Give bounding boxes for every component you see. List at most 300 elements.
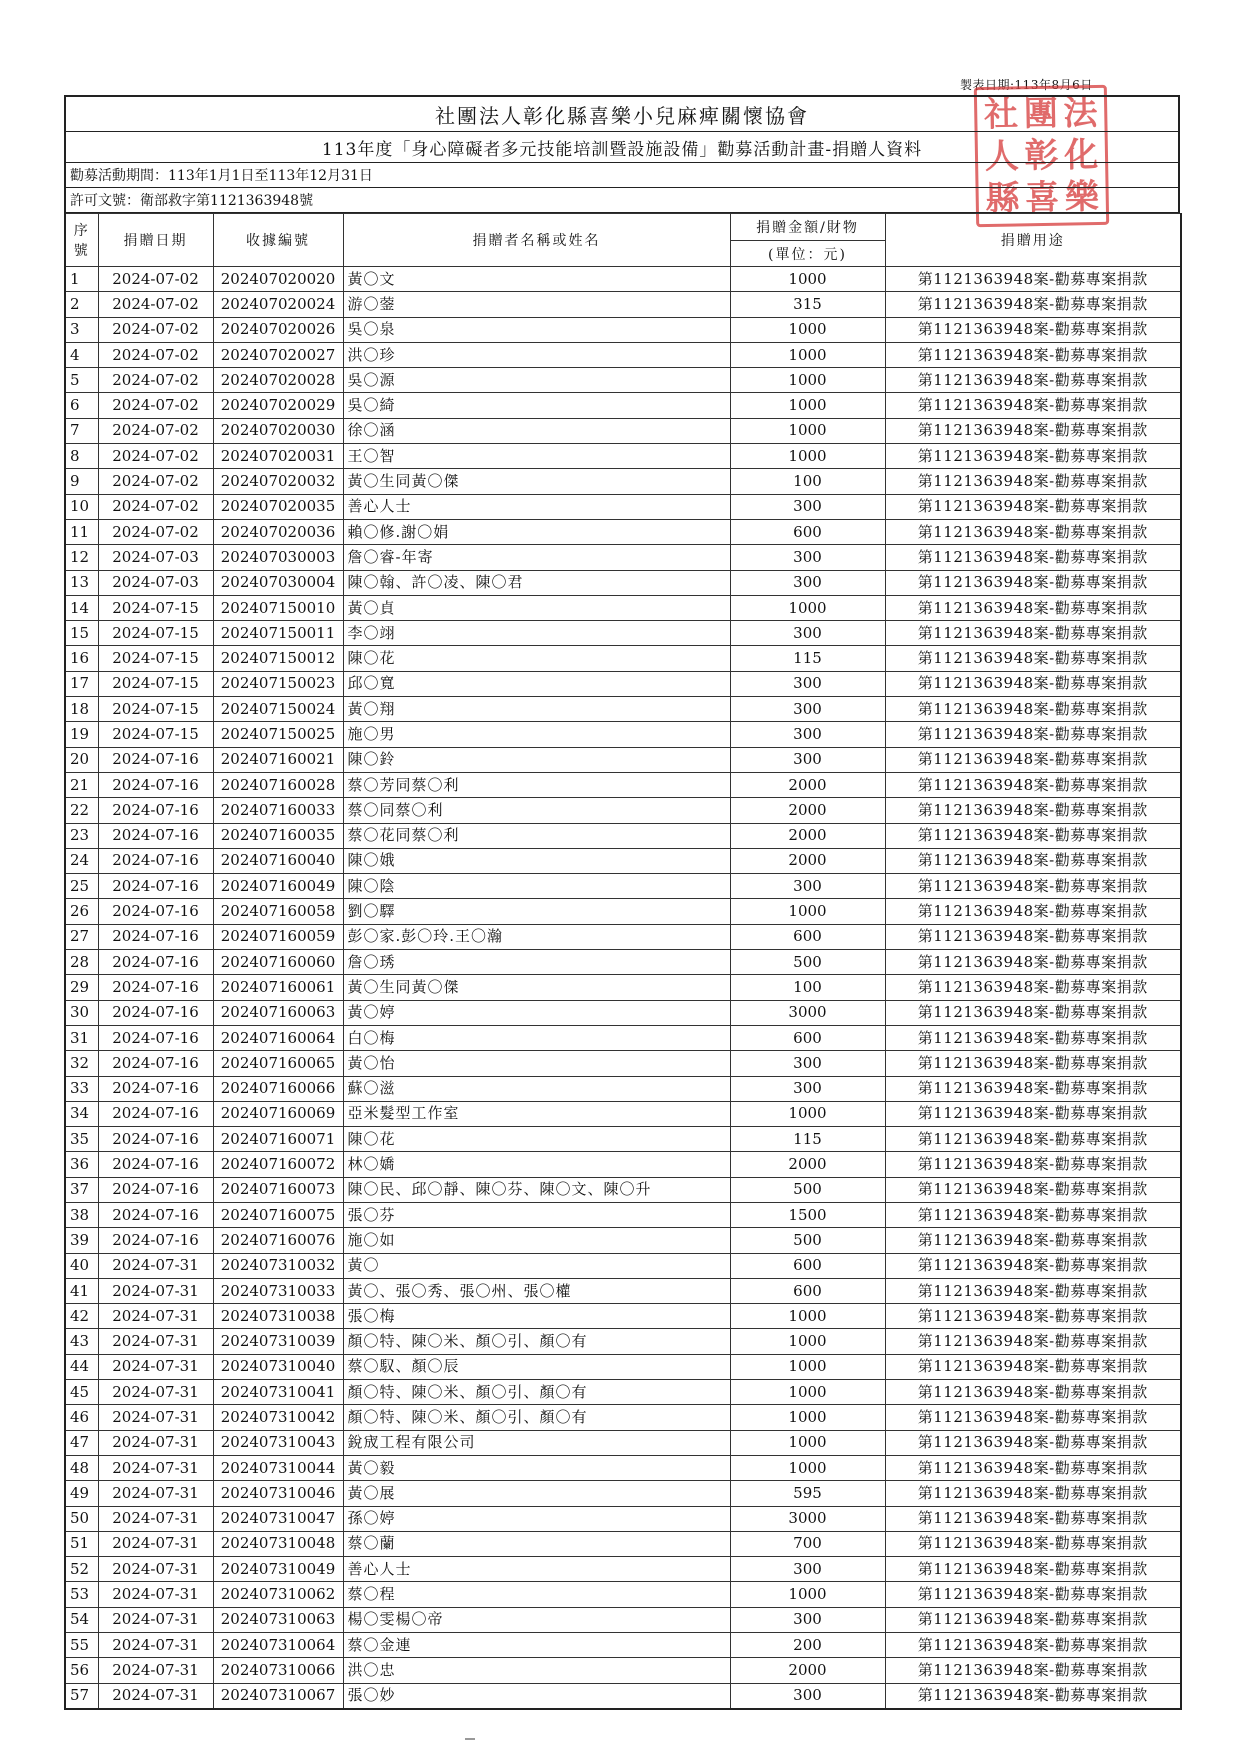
row-receipt: 202407160075	[213, 1202, 343, 1227]
row-date: 2024-07-16	[98, 1202, 213, 1227]
header-amount-label: 捐贈金額/財物	[756, 219, 859, 236]
row-no: 25	[65, 874, 98, 899]
table-row	[65, 621, 1181, 646]
row-donor-name: 張〇梅	[343, 1304, 730, 1329]
row-receipt: 202407020035	[213, 494, 343, 519]
row-receipt: 202407160072	[213, 1152, 343, 1177]
row-donor-name: 黃〇展	[343, 1481, 730, 1506]
row-no: 51	[65, 1531, 98, 1556]
row-donor-name: 善心人士	[343, 494, 730, 519]
row-receipt: 202407310041	[213, 1380, 343, 1405]
row-date: 2024-07-16	[98, 798, 213, 823]
row-receipt: 202407160071	[213, 1127, 343, 1152]
row-amount: 300	[730, 747, 885, 772]
row-donor-name: 王〇智	[343, 444, 730, 469]
row-date: 2024-07-31	[98, 1683, 213, 1709]
row-use: 第1121363948案-勸募專案捐款	[885, 1000, 1181, 1025]
row-no: 53	[65, 1582, 98, 1607]
table-row	[65, 1481, 1181, 1506]
row-use: 第1121363948案-勸募專案捐款	[885, 292, 1181, 317]
row-amount: 300	[730, 1051, 885, 1076]
row-no: 27	[65, 924, 98, 949]
row-donor-name: 蔡〇金連	[343, 1633, 730, 1658]
seal-char: 喜	[1024, 177, 1060, 219]
table-row	[65, 1025, 1181, 1050]
row-receipt: 202407160059	[213, 924, 343, 949]
table-row	[65, 924, 1181, 949]
campaign-period: 勸募活動期間：113年1月1日至113年12月31日	[64, 163, 1180, 188]
row-use: 第1121363948案-勸募專案捐款	[885, 1076, 1181, 1101]
row-amount: 315	[730, 292, 885, 317]
row-donor-name: 林〇嬌	[343, 1152, 730, 1177]
row-no: 2	[65, 292, 98, 317]
row-use: 第1121363948案-勸募專案捐款	[885, 722, 1181, 747]
row-donor-name: 黃〇怡	[343, 1051, 730, 1076]
row-receipt: 202407160066	[213, 1076, 343, 1101]
row-date: 2024-07-16	[98, 975, 213, 1000]
row-date: 2024-07-31	[98, 1582, 213, 1607]
row-no: 9	[65, 469, 98, 494]
row-receipt: 202407310066	[213, 1658, 343, 1683]
row-date: 2024-07-02	[98, 292, 213, 317]
row-use: 第1121363948案-勸募專案捐款	[885, 1380, 1181, 1405]
row-use: 第1121363948案-勸募專案捐款	[885, 519, 1181, 544]
table-row	[65, 1278, 1181, 1303]
row-use: 第1121363948案-勸募專案捐款	[885, 646, 1181, 671]
row-no: 20	[65, 747, 98, 772]
table-row	[65, 1380, 1181, 1405]
header-name: 捐贈者名稱或姓名	[343, 214, 730, 267]
row-donor-name: 劉〇驛	[343, 899, 730, 924]
row-no: 30	[65, 1000, 98, 1025]
row-no: 35	[65, 1127, 98, 1152]
row-no: 33	[65, 1076, 98, 1101]
table-row	[65, 368, 1181, 393]
row-receipt: 202407310046	[213, 1481, 343, 1506]
row-donor-name: 吳〇源	[343, 368, 730, 393]
row-amount: 1000	[730, 1405, 885, 1430]
donor-table	[64, 213, 1182, 1710]
row-amount: 115	[730, 646, 885, 671]
row-date: 2024-07-31	[98, 1531, 213, 1556]
row-no: 42	[65, 1304, 98, 1329]
row-use: 第1121363948案-勸募專案捐款	[885, 1506, 1181, 1531]
row-amount: 300	[730, 671, 885, 696]
row-date: 2024-07-16	[98, 1101, 213, 1126]
table-row	[65, 1354, 1181, 1379]
table-row	[65, 1455, 1181, 1480]
table-row	[65, 798, 1181, 823]
row-no: 14	[65, 595, 98, 620]
row-receipt: 202407310043	[213, 1430, 343, 1455]
row-no: 21	[65, 772, 98, 797]
row-receipt: 202407160076	[213, 1228, 343, 1253]
row-donor-name: 蔡〇程	[343, 1582, 730, 1607]
row-use: 第1121363948案-勸募專案捐款	[885, 747, 1181, 772]
row-receipt: 202407160035	[213, 823, 343, 848]
seal-char: 團	[1023, 93, 1059, 135]
row-amount: 600	[730, 1253, 885, 1278]
row-donor-name: 洪〇忠	[343, 1658, 730, 1683]
row-receipt: 202407160060	[213, 950, 343, 975]
row-amount: 2000	[730, 823, 885, 848]
table-row	[65, 772, 1181, 797]
table-row	[65, 975, 1181, 1000]
row-date: 2024-07-16	[98, 950, 213, 975]
row-date: 2024-07-16	[98, 1000, 213, 1025]
donor-sheet	[64, 95, 1180, 1710]
row-receipt: 202407160065	[213, 1051, 343, 1076]
row-amount: 1000	[730, 1455, 885, 1480]
row-amount: 1000	[730, 1582, 885, 1607]
row-no: 57	[65, 1683, 98, 1709]
row-use: 第1121363948案-勸募專案捐款	[885, 1101, 1181, 1126]
seal-char: 彰	[1024, 135, 1059, 177]
table-row	[65, 418, 1181, 443]
row-no: 5	[65, 368, 98, 393]
row-date: 2024-07-02	[98, 267, 213, 292]
row-donor-name: 吳〇綺	[343, 393, 730, 418]
seal-char: 社	[983, 94, 1019, 135]
row-donor-name: 洪〇珍	[343, 342, 730, 367]
row-donor-name: 游〇蓥	[343, 292, 730, 317]
row-no: 48	[65, 1455, 98, 1480]
row-no: 28	[65, 950, 98, 975]
row-donor-name: 張〇芬	[343, 1202, 730, 1227]
table-row	[65, 950, 1181, 975]
row-receipt: 202407160073	[213, 1177, 343, 1202]
row-amount: 300	[730, 1076, 885, 1101]
row-donor-name: 顏〇特、陳〇米、顏〇引、顏〇有	[343, 1329, 730, 1354]
row-date: 2024-07-16	[98, 823, 213, 848]
row-date: 2024-07-16	[98, 1051, 213, 1076]
row-donor-name: 陳〇民、邱〇靜、陳〇芬、陳〇文、陳〇升	[343, 1177, 730, 1202]
row-date: 2024-07-31	[98, 1557, 213, 1582]
table-row	[65, 697, 1181, 722]
row-date: 2024-07-31	[98, 1354, 213, 1379]
page-mark	[465, 1738, 475, 1740]
table-row	[65, 823, 1181, 848]
row-amount: 500	[730, 950, 885, 975]
table-row	[65, 545, 1181, 570]
table-row	[65, 595, 1181, 620]
row-amount: 1500	[730, 1202, 885, 1227]
row-use: 第1121363948案-勸募專案捐款	[885, 975, 1181, 1000]
seal-char: 樂	[1064, 177, 1100, 218]
row-amount: 3000	[730, 1000, 885, 1025]
row-receipt: 202407150012	[213, 646, 343, 671]
row-no: 26	[65, 899, 98, 924]
row-date: 2024-07-16	[98, 1177, 213, 1202]
row-receipt: 202407030004	[213, 570, 343, 595]
table-row	[65, 1607, 1181, 1632]
row-donor-name: 徐〇涵	[343, 418, 730, 443]
table-row	[65, 444, 1181, 469]
row-no: 31	[65, 1025, 98, 1050]
header-use: 捐贈用途	[885, 214, 1181, 267]
row-donor-name: 賴〇修.謝〇娟	[343, 519, 730, 544]
row-no: 40	[65, 1253, 98, 1278]
row-use: 第1121363948案-勸募專案捐款	[885, 1177, 1181, 1202]
row-receipt: 202407150010	[213, 595, 343, 620]
seal-char: 人	[984, 136, 1020, 177]
seal-char: 法	[1063, 93, 1098, 134]
row-no: 36	[65, 1152, 98, 1177]
table-row	[65, 1127, 1181, 1152]
row-date: 2024-07-03	[98, 570, 213, 595]
row-use: 第1121363948案-勸募專案捐款	[885, 1127, 1181, 1152]
row-donor-name: 黃〇貞	[343, 595, 730, 620]
row-use: 第1121363948案-勸募專案捐款	[885, 1531, 1181, 1556]
row-amount: 115	[730, 1127, 885, 1152]
row-use: 第1121363948案-勸募專案捐款	[885, 1253, 1181, 1278]
row-amount: 300	[730, 570, 885, 595]
row-amount: 600	[730, 519, 885, 544]
row-donor-name: 蔡〇馭、顏〇辰	[343, 1354, 730, 1379]
row-donor-name: 銳宬工程有限公司	[343, 1430, 730, 1455]
row-donor-name: 陳〇花	[343, 1127, 730, 1152]
row-receipt: 202407310032	[213, 1253, 343, 1278]
row-receipt: 202407020020	[213, 267, 343, 292]
row-donor-name: 陳〇花	[343, 646, 730, 671]
row-date: 2024-07-16	[98, 1152, 213, 1177]
table-row	[65, 848, 1181, 873]
row-date: 2024-07-16	[98, 924, 213, 949]
row-use: 第1121363948案-勸募專案捐款	[885, 1304, 1181, 1329]
row-use: 第1121363948案-勸募專案捐款	[885, 823, 1181, 848]
row-no: 15	[65, 621, 98, 646]
row-amount: 1000	[730, 317, 885, 342]
row-amount: 300	[730, 545, 885, 570]
table-row	[65, 570, 1181, 595]
row-receipt: 202407160069	[213, 1101, 343, 1126]
row-use: 第1121363948案-勸募專案捐款	[885, 1430, 1181, 1455]
row-date: 2024-07-31	[98, 1658, 213, 1683]
row-date: 2024-07-03	[98, 545, 213, 570]
row-date: 2024-07-16	[98, 848, 213, 873]
row-receipt: 202407020028	[213, 368, 343, 393]
row-donor-name: 黃〇翔	[343, 697, 730, 722]
row-no: 34	[65, 1101, 98, 1126]
row-receipt: 202407150023	[213, 671, 343, 696]
row-use: 第1121363948案-勸募專案捐款	[885, 1152, 1181, 1177]
row-amount: 100	[730, 975, 885, 1000]
row-date: 2024-07-02	[98, 519, 213, 544]
row-no: 32	[65, 1051, 98, 1076]
row-use: 第1121363948案-勸募專案捐款	[885, 1557, 1181, 1582]
document-subtitle: 113年度「身心障礙者多元技能培訓暨設施設備」勸募活動計畫-捐贈人資料	[64, 131, 1180, 163]
row-receipt: 202407160028	[213, 772, 343, 797]
row-date: 2024-07-31	[98, 1633, 213, 1658]
made-date: 製表日期:113年8月6日	[960, 78, 1093, 92]
row-use: 第1121363948案-勸募專案捐款	[885, 1683, 1181, 1709]
row-use: 第1121363948案-勸募專案捐款	[885, 1607, 1181, 1632]
table-row	[65, 1051, 1181, 1076]
row-donor-name: 陳〇鈴	[343, 747, 730, 772]
row-receipt: 202407310049	[213, 1557, 343, 1582]
row-receipt: 202407150024	[213, 697, 343, 722]
row-date: 2024-07-02	[98, 418, 213, 443]
header-receipt: 收據編號	[213, 214, 343, 267]
table-row	[65, 899, 1181, 924]
row-no: 49	[65, 1481, 98, 1506]
row-date: 2024-07-16	[98, 1127, 213, 1152]
row-donor-name: 施〇男	[343, 722, 730, 747]
row-date: 2024-07-31	[98, 1278, 213, 1303]
table-row	[65, 1329, 1181, 1354]
row-date: 2024-07-31	[98, 1405, 213, 1430]
row-donor-name: 邱〇寬	[343, 671, 730, 696]
row-use: 第1121363948案-勸募專案捐款	[885, 393, 1181, 418]
table-row	[65, 1683, 1181, 1709]
row-donor-name: 黃〇、張〇秀、張〇州、張〇權	[343, 1278, 730, 1303]
row-receipt: 202407310033	[213, 1278, 343, 1303]
row-use: 第1121363948案-勸募專案捐款	[885, 950, 1181, 975]
row-amount: 300	[730, 621, 885, 646]
row-no: 41	[65, 1278, 98, 1303]
row-use: 第1121363948案-勸募專案捐款	[885, 1228, 1181, 1253]
table-row	[65, 292, 1181, 317]
row-date: 2024-07-02	[98, 393, 213, 418]
row-amount: 1000	[730, 1380, 885, 1405]
row-use: 第1121363948案-勸募專案捐款	[885, 798, 1181, 823]
table-row	[65, 671, 1181, 696]
row-date: 2024-07-31	[98, 1304, 213, 1329]
row-use: 第1121363948案-勸募專案捐款	[885, 1658, 1181, 1683]
table-row	[65, 722, 1181, 747]
row-date: 2024-07-16	[98, 747, 213, 772]
table-row	[65, 1101, 1181, 1126]
row-receipt: 202407160049	[213, 874, 343, 899]
row-amount: 3000	[730, 1506, 885, 1531]
row-use: 第1121363948案-勸募專案捐款	[885, 494, 1181, 519]
row-donor-name: 彭〇家.彭〇玲.王〇瀚	[343, 924, 730, 949]
row-amount: 300	[730, 697, 885, 722]
row-amount: 600	[730, 1025, 885, 1050]
row-amount: 500	[730, 1177, 885, 1202]
row-receipt: 202407020026	[213, 317, 343, 342]
row-date: 2024-07-31	[98, 1380, 213, 1405]
row-receipt: 202407310039	[213, 1329, 343, 1354]
row-receipt: 202407310062	[213, 1582, 343, 1607]
row-no: 1	[65, 267, 98, 292]
row-amount: 1000	[730, 393, 885, 418]
row-amount: 1000	[730, 1329, 885, 1354]
table-row	[65, 1531, 1181, 1556]
row-amount: 300	[730, 494, 885, 519]
row-use: 第1121363948案-勸募專案捐款	[885, 1025, 1181, 1050]
seal-char: 化	[1063, 135, 1099, 176]
table-row	[65, 1582, 1181, 1607]
row-no: 47	[65, 1430, 98, 1455]
row-date: 2024-07-31	[98, 1329, 213, 1354]
row-amount: 595	[730, 1481, 885, 1506]
header-date: 捐贈日期	[98, 214, 213, 267]
row-use: 第1121363948案-勸募專案捐款	[885, 1633, 1181, 1658]
row-date: 2024-07-15	[98, 595, 213, 620]
row-date: 2024-07-02	[98, 469, 213, 494]
permit-number: 許可文號：衛部救字第1121363948號	[64, 188, 1180, 213]
row-date: 2024-07-02	[98, 368, 213, 393]
row-receipt: 202407310067	[213, 1683, 343, 1709]
table-row	[65, 1076, 1181, 1101]
row-amount: 300	[730, 1607, 885, 1632]
table-row	[65, 393, 1181, 418]
row-use: 第1121363948案-勸募專案捐款	[885, 545, 1181, 570]
row-no: 12	[65, 545, 98, 570]
row-donor-name: 蔡〇花同蔡〇利	[343, 823, 730, 848]
row-amount: 300	[730, 1683, 885, 1709]
row-use: 第1121363948案-勸募專案捐款	[885, 570, 1181, 595]
row-amount: 1000	[730, 595, 885, 620]
row-donor-name: 黃〇婷	[343, 1000, 730, 1025]
table-row	[65, 1430, 1181, 1455]
table-row	[65, 1506, 1181, 1531]
row-use: 第1121363948案-勸募專案捐款	[885, 418, 1181, 443]
row-use: 第1121363948案-勸募專案捐款	[885, 874, 1181, 899]
header-amount	[730, 214, 885, 267]
row-donor-name: 蔡〇蘭	[343, 1531, 730, 1556]
row-no: 55	[65, 1633, 98, 1658]
row-date: 2024-07-31	[98, 1506, 213, 1531]
row-no: 11	[65, 519, 98, 544]
row-date: 2024-07-31	[98, 1430, 213, 1455]
row-receipt: 202407020030	[213, 418, 343, 443]
row-donor-name: 蔡〇同蔡〇利	[343, 798, 730, 823]
row-no: 52	[65, 1557, 98, 1582]
row-use: 第1121363948案-勸募專案捐款	[885, 1051, 1181, 1076]
row-no: 50	[65, 1506, 98, 1531]
row-receipt: 202407020024	[213, 292, 343, 317]
row-donor-name: 詹〇睿-年寄	[343, 545, 730, 570]
row-no: 56	[65, 1658, 98, 1683]
row-use: 第1121363948案-勸募專案捐款	[885, 899, 1181, 924]
row-donor-name: 白〇梅	[343, 1025, 730, 1050]
row-no: 44	[65, 1354, 98, 1379]
row-receipt: 202407160040	[213, 848, 343, 873]
row-no: 39	[65, 1228, 98, 1253]
row-amount: 200	[730, 1633, 885, 1658]
row-no: 19	[65, 722, 98, 747]
row-receipt: 202407150025	[213, 722, 343, 747]
row-receipt: 202407310044	[213, 1455, 343, 1480]
table-row	[65, 1228, 1181, 1253]
row-date: 2024-07-16	[98, 1228, 213, 1253]
row-no: 45	[65, 1380, 98, 1405]
row-amount: 500	[730, 1228, 885, 1253]
row-amount: 2000	[730, 798, 885, 823]
row-donor-name: 善心人士	[343, 1557, 730, 1582]
row-use: 第1121363948案-勸募專案捐款	[885, 621, 1181, 646]
row-date: 2024-07-02	[98, 317, 213, 342]
row-donor-name: 顏〇特、陳〇米、顏〇引、顏〇有	[343, 1405, 730, 1430]
row-use: 第1121363948案-勸募專案捐款	[885, 1202, 1181, 1227]
row-date: 2024-07-02	[98, 494, 213, 519]
row-receipt: 202407160058	[213, 899, 343, 924]
row-donor-name: 黃〇	[343, 1253, 730, 1278]
row-amount: 2000	[730, 848, 885, 873]
row-donor-name: 黃〇文	[343, 267, 730, 292]
table-row	[65, 342, 1181, 367]
row-donor-name: 詹〇琇	[343, 950, 730, 975]
row-use: 第1121363948案-勸募專案捐款	[885, 1481, 1181, 1506]
table-row	[65, 1633, 1181, 1658]
row-no: 18	[65, 697, 98, 722]
row-receipt: 202407030003	[213, 545, 343, 570]
row-amount: 700	[730, 1531, 885, 1556]
row-donor-name: 陳〇陰	[343, 874, 730, 899]
row-receipt: 202407310047	[213, 1506, 343, 1531]
